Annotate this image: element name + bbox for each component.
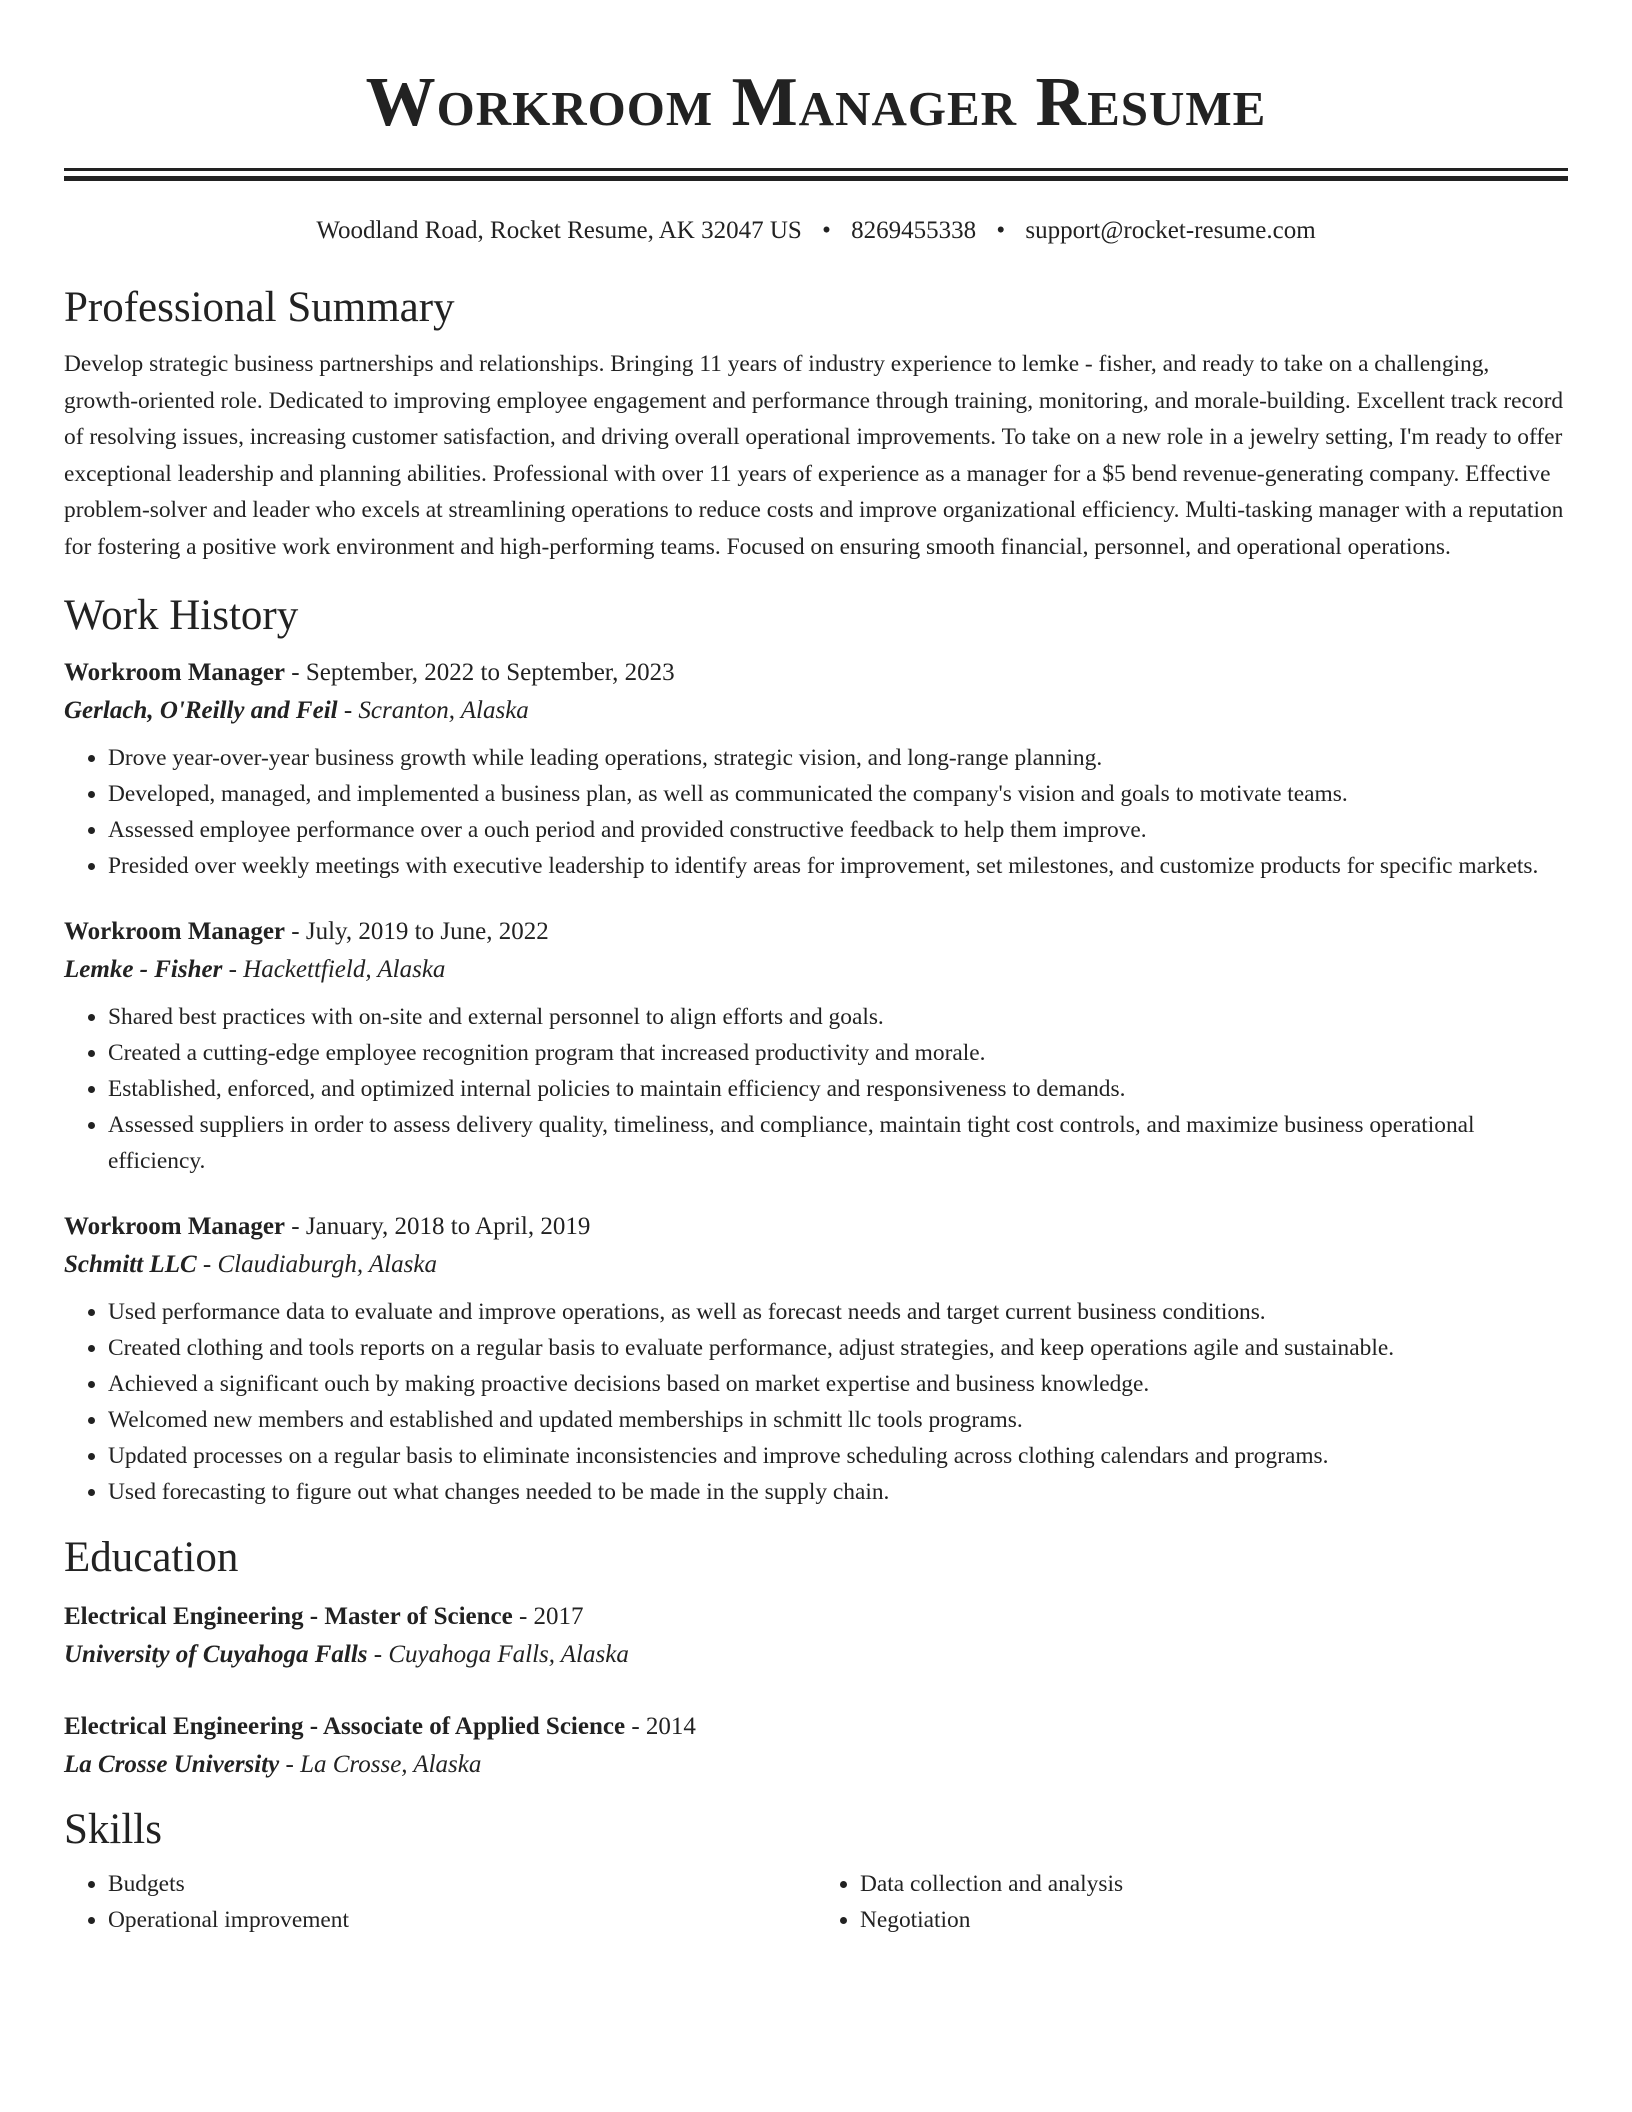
list-item: • Negotiation [860, 1902, 1568, 1938]
list-item: • Operational improvement [108, 1902, 816, 1938]
job-title: Workroom Manager [64, 659, 286, 686]
job-dates: - January, 2018 to April, 2019 [285, 1213, 591, 1240]
skills-list-right [816, 1866, 1568, 1938]
job-title: Workroom Manager [64, 918, 286, 945]
school-location: - La Crosse, Alaska [279, 1751, 482, 1778]
list-item: • Shared best practices with on-site and external personnel to align efforts and goals. [108, 999, 1568, 1035]
job-title-line [64, 913, 1568, 951]
list-item: • Developed, managed, and implemented a business plan, as well as communicated the company's vision and goals to motivate teams. [108, 776, 1568, 812]
job-location: - Hackettfield, Alaska [222, 956, 446, 983]
list-item: • Budgets [108, 1866, 816, 1902]
degree-year: - 2014 [625, 1713, 696, 1740]
contact-email: support@rocket-resume.com [1025, 217, 1316, 244]
contact-address: Woodland Road, Rocket Resume, AK 32047 US [316, 217, 802, 244]
degree-line [64, 1708, 1568, 1746]
list-item: • Created a cutting-edge employee recognition program that increased productivity and morale. [108, 1035, 1568, 1071]
degree: Electrical Engineering - Master of Science [64, 1603, 513, 1630]
work-history-section [64, 588, 1568, 1510]
job-entry [64, 1208, 1568, 1510]
resume-title: Workroom Manager Resume [365, 64, 1267, 141]
skills-section [64, 1802, 1568, 1938]
degree-year: - 2017 [512, 1603, 584, 1630]
contact-phone: 8269455338 [851, 217, 977, 244]
title-divider [64, 168, 1568, 181]
skills-heading: Skills [64, 1806, 162, 1853]
education-section [64, 1530, 1568, 1784]
school: La Crosse University [64, 1751, 280, 1778]
job-entry [64, 913, 1568, 1179]
job-location: - Scranton, Alaska [337, 697, 529, 724]
job-title-line [64, 1208, 1568, 1246]
job-company: Gerlach, O'Reilly and Feil [64, 697, 338, 724]
list-item: • Presided over weekly meetings with executive leadership to identify areas for improvement, set milestones, and customize products for specific markets. [108, 848, 1568, 884]
education-heading: Education [64, 1534, 239, 1581]
job-bullets [64, 999, 1568, 1179]
summary-section [64, 280, 1568, 565]
job-dates: - September, 2022 to September, 2023 [285, 659, 675, 686]
job-company: Lemke - Fisher [64, 956, 223, 983]
job-company-line [64, 1246, 1568, 1284]
job-company-line [64, 692, 1568, 730]
list-item: • Data collection and analysis [860, 1866, 1568, 1902]
job-company-line [64, 951, 1568, 989]
work-history-heading: Work History [64, 592, 299, 639]
skills-columns [64, 1858, 1568, 1938]
skills-list-left [64, 1866, 816, 1938]
school-line [64, 1636, 1568, 1674]
list-item: • Achieved a significant ouch by making proactive decisions based on market expertise and business knowledge. [108, 1366, 1568, 1402]
school-location: - Cuyahoga Falls, Alaska [367, 1641, 629, 1668]
job-dates: - July, 2019 to June, 2022 [285, 918, 549, 945]
contact-separator: • [822, 217, 831, 244]
school-line [64, 1746, 1568, 1784]
summary-text: Develop strategic business partnerships and relationships. Bringing 11 years of industry experience to lemke - fisher, and ready to take on a challenging, growth-oriented role. Dedicated to improving employee engagement and performance through training, monitoring, and morale-building. Excellent track record of resolving issues, increasing customer satisfaction, and driving overall operational improvements. To take on a new role in a jewelry setting, I'm ready to offer exceptional leadership and planning abilities. Professional with over 11 years of experience as a manager for a $5 bend revenue-generating company. Effective problem-solver and leader who excels at streamlining operations to reduce costs and improve organizational efficiency. Multi-tasking manager with a reputation for fostering a positive work environment and high-performing teams. Focused on ensuring smooth financial, personnel, and operational operations. [64, 351, 1564, 560]
list-item: • Used forecasting to figure out what changes needed to be made in the supply chain. [108, 1474, 1568, 1510]
school: University of Cuyahoga Falls [64, 1641, 368, 1668]
job-location: - Claudiaburgh, Alaska [196, 1251, 437, 1278]
job-company: Schmitt LLC [64, 1251, 197, 1278]
summary-heading: Professional Summary [64, 284, 455, 331]
job-bullets [64, 740, 1568, 884]
list-item: • Used performance data to evaluate and improve operations, as well as forecast needs and target current business conditions. [108, 1294, 1568, 1330]
education-entry [64, 1598, 1568, 1674]
list-item: • Assessed suppliers in order to assess delivery quality, timeliness, and compliance, maintain tight cost controls, and maximize business operational efficiency. [108, 1107, 1568, 1179]
contact-line [64, 215, 1568, 247]
job-title-line [64, 654, 1568, 692]
job-title: Workroom Manager [64, 1213, 286, 1240]
list-item: • Welcomed new members and established and updated memberships in schmitt llc tools programs. [108, 1402, 1568, 1438]
list-item: • Assessed employee performance over a ouch period and provided constructive feedback to help them improve. [108, 812, 1568, 848]
list-item: • Drove year-over-year business growth while leading operations, strategic vision, and long-range planning. [108, 740, 1568, 776]
list-item: • Established, enforced, and optimized internal policies to maintain efficiency and responsiveness to demands. [108, 1071, 1568, 1107]
list-item: • Updated processes on a regular basis to eliminate inconsistencies and improve scheduling across clothing calendars and programs. [108, 1438, 1568, 1474]
list-item: • Created clothing and tools reports on a regular basis to evaluate performance, adjust strategies, and keep operations agile and sustainable. [108, 1330, 1568, 1366]
education-entry [64, 1708, 1568, 1784]
degree: Electrical Engineering - Associate of Applied Science [64, 1713, 626, 1740]
contact-separator: • [996, 217, 1006, 244]
degree-line [64, 1598, 1568, 1636]
job-entry [64, 654, 1568, 884]
job-bullets [64, 1294, 1568, 1510]
